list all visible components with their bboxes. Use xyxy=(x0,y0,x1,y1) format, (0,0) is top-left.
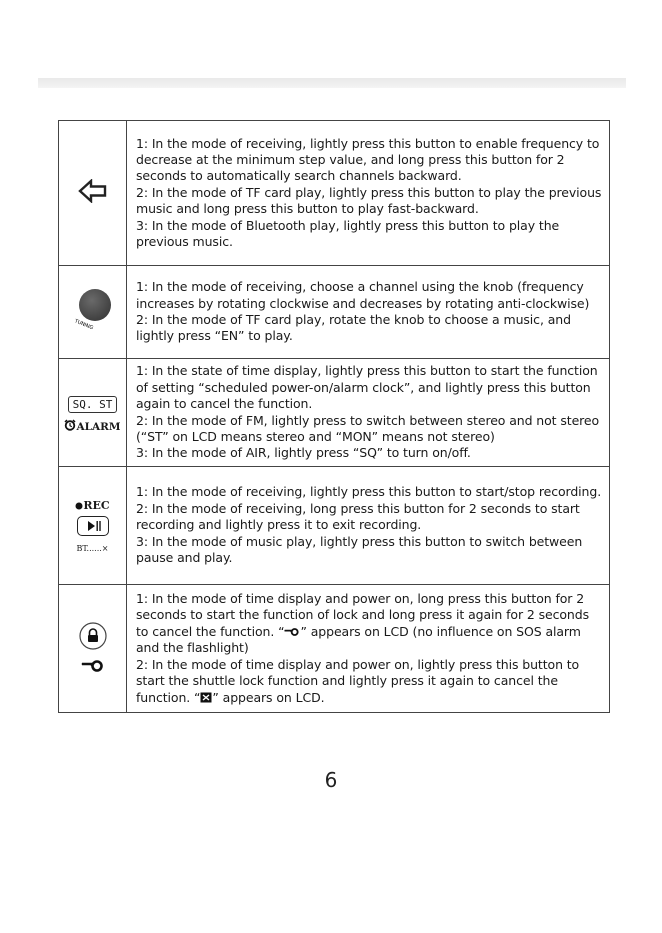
alarm-clock-icon xyxy=(64,419,76,431)
table-row xyxy=(59,585,610,713)
table-row xyxy=(59,121,610,266)
alarm-label xyxy=(59,419,126,433)
play-pause-icon xyxy=(77,516,109,536)
description-line: 2: In the mode of TF card play, lightly press this button to play the previous music and long press this button to play fast-backward. xyxy=(136,184,602,217)
rec-label xyxy=(59,499,126,512)
description-line: 1: In the mode of receiving, lightly press this button to enable frequency to decrease at the minimum step value, and long press this button for 2 seconds to automatically search channels backward. xyxy=(136,135,600,184)
lock-button-icon xyxy=(78,621,108,651)
shuttle-lock-icon xyxy=(200,692,212,703)
rec-text: REC xyxy=(83,498,110,512)
description-cell xyxy=(127,467,610,585)
key-icon xyxy=(81,659,105,673)
description-fragment: 1: In the mode of time display and power on, long press this button for 2 seconds to start the function of lock and long press it again for 2 seconds to cancel the function. “ xyxy=(136,591,590,639)
page-top-band xyxy=(38,78,626,88)
description-line: 3: In the mode of music play, lightly press this button to switch between pause and play. xyxy=(136,533,583,566)
icon-cell xyxy=(59,467,127,585)
description-cell xyxy=(127,121,610,266)
description-line: 2: In the mode of FM, lightly press to switch between stereo and not stereo (“ST” on LCD means stereo and “MON” means not stereo) xyxy=(136,412,600,444)
table-row xyxy=(59,359,610,467)
bt-label: BT......× xyxy=(76,543,109,553)
table-row xyxy=(59,467,610,585)
description-line: 1: In the state of time display, lightly press this button to start the function of setting “scheduled power-on/alarm clock”, and lightly press this button again to cancel the function. xyxy=(136,363,598,412)
description-line: 3: In the mode of AIR, lightly press “SQ” to turn on/off. xyxy=(136,445,471,461)
table-row xyxy=(59,266,610,359)
alarm-text: ALARM xyxy=(76,420,121,433)
description-line xyxy=(136,591,605,657)
icon-cell xyxy=(59,359,127,467)
description-cell xyxy=(127,359,610,467)
description-cell xyxy=(127,266,610,359)
description-fragment: 2: In the mode of time display and power on, lightly press this button to start the shuttle lock function and lightly press it again to cancel the function. “ xyxy=(136,656,580,705)
description-line: 1: In the mode of receiving, choose a channel using the knob (frequency increases by rotating clockwise and decreases by rotating anti-clockwise) xyxy=(136,279,590,311)
description-line: 1: In the mode of receiving, lightly press this button to start/stop recording. xyxy=(136,484,602,500)
description-line: 3: In the mode of Bluetooth play, lightly press this button to play the previous music. xyxy=(136,217,560,250)
icon-cell xyxy=(59,266,127,359)
description-fragment: ” appears on LCD. xyxy=(212,689,325,705)
icon-cell xyxy=(59,121,127,266)
description-line: 2: In the mode of TF card play, rotate the knob to choose a music, and lightly press “EN” to play. xyxy=(136,312,571,344)
description-line xyxy=(136,657,605,706)
button-function-table xyxy=(58,120,610,713)
tuning-knob-icon xyxy=(71,286,115,334)
page-number: 6 xyxy=(324,768,338,792)
description-line: 2: In the mode of receiving, long press this button for 2 seconds to start recording and lightly press it to exit recording. xyxy=(136,500,580,533)
icon-cell xyxy=(59,585,127,713)
tuning-label: TUNING xyxy=(73,318,94,332)
key-icon xyxy=(284,627,300,637)
description-cell xyxy=(127,585,610,713)
description-fragment: ” appears on LCD (no influence on SOS alarm and the flashlight) xyxy=(136,623,581,656)
left-arrow-icon xyxy=(78,179,108,203)
sq-st-label: SQ. ST xyxy=(68,396,118,413)
